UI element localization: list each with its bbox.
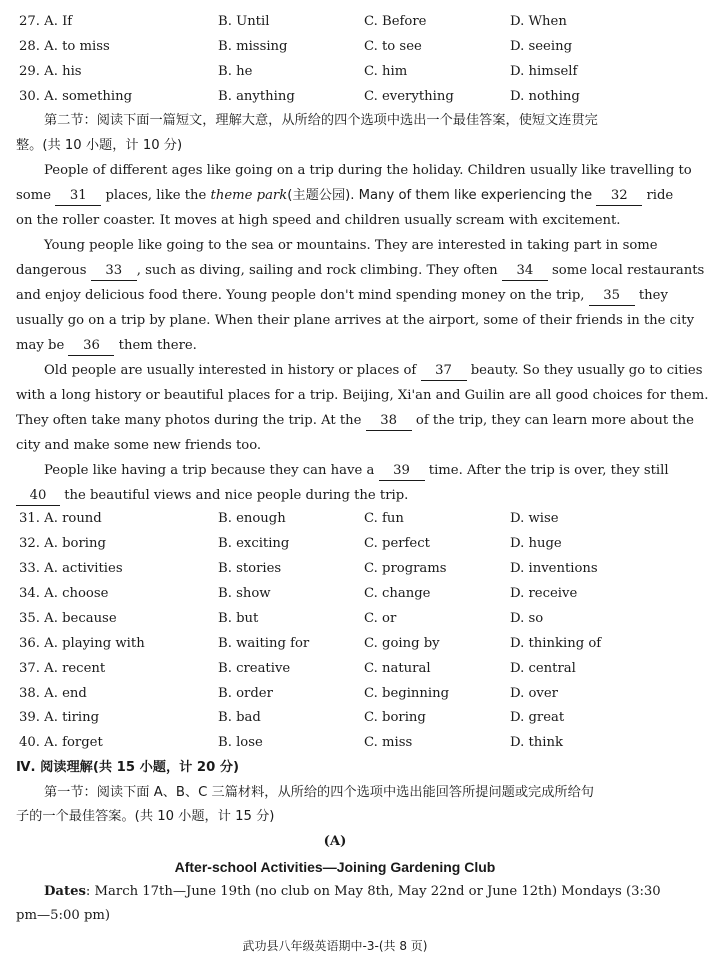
blank-39[interactable]: 39 [379, 462, 425, 481]
dates-line1: Dates: March 17th—June 19th (no club on May 8th, May 22nd or June 12th) Mondays (3:30 [44, 884, 661, 899]
passage-a-title: After-school Activities—Joining Gardening Club [174, 859, 496, 875]
part4-instruction-line2: 子的一个最佳答案。(共 10 小题，计 15 分) [16, 809, 275, 824]
option-b: B. anything [218, 89, 295, 104]
option-a: 28. A. to miss [19, 39, 110, 54]
option-row [0, 86, 670, 108]
option-c: C. or [364, 611, 397, 626]
option-d: D. nothing [510, 89, 580, 104]
option-c: C. perfect [364, 536, 430, 551]
blank-37[interactable]: 37 [421, 362, 467, 381]
option-row [0, 558, 670, 580]
passage-line: city and make some new friends too. [16, 438, 262, 453]
option-a: 30. A. something [19, 89, 133, 104]
passage-line: Old people are usually interested in history or places of 37 beauty. So they usually go to cities [44, 360, 702, 382]
option-b: B. enough [218, 511, 286, 526]
option-a: 31. A. round [19, 511, 102, 526]
option-b: B. waiting for [218, 636, 310, 651]
option-b: B. exciting [218, 536, 290, 551]
option-b: B. order [218, 686, 273, 701]
dates-label: Dates [44, 884, 86, 899]
option-d: D. inventions [510, 561, 598, 576]
part4-instruction-line1: 第一节：阅读下面 A、B、C 三篇材料，从所给的四个选项中选出能回答所提问题或完成所给句 [44, 785, 594, 800]
option-c: C. him [364, 64, 408, 79]
option-a: 27. A. If [19, 14, 73, 29]
blank-38[interactable]: 38 [366, 412, 412, 431]
option-d: D. When [510, 14, 567, 29]
option-c: C. natural [364, 661, 431, 676]
option-a: 40. A. forget [19, 735, 103, 750]
option-row [0, 583, 670, 605]
option-c: C. everything [364, 89, 454, 104]
option-a: 38. A. end [19, 686, 87, 701]
blank-40[interactable]: 40 [16, 487, 60, 506]
option-d: D. huge [510, 536, 562, 551]
option-c: C. boring [364, 710, 426, 725]
passage-line: They often take many photos during the trip. At the 38 of the trip, they can learn more about the [16, 410, 694, 432]
option-b: B. Until [218, 14, 270, 29]
option-row [0, 36, 670, 58]
option-c: C. going by [364, 636, 440, 651]
passage-line: 40 the beautiful views and nice people during the trip. [16, 485, 408, 507]
passage-line: on the roller coaster. It moves at high speed and children usually scream with excitement. [16, 213, 621, 228]
option-a: 32. A. boring [19, 536, 106, 551]
option-b: B. missing [218, 39, 288, 54]
option-row [0, 707, 670, 729]
blank-31[interactable]: 31 [55, 187, 101, 206]
option-row [0, 732, 670, 754]
option-c: C. fun [364, 511, 404, 526]
option-b: B. bad [218, 710, 261, 725]
option-a: 34. A. choose [19, 586, 109, 601]
passage-line: People like having a trip because they can have a 39 time. After the trip is over, they still [44, 460, 669, 482]
passage-a-label: (A) [323, 834, 347, 849]
option-d: D. central [510, 661, 576, 676]
option-d: D. wise [510, 511, 559, 526]
option-row [0, 61, 670, 83]
option-c: C. to see [364, 39, 422, 54]
option-d: D. receive [510, 586, 578, 601]
section2-instruction-line2: 整。(共 10 小题，计 10 分) [16, 138, 183, 153]
option-b: B. but [218, 611, 259, 626]
passage-line: may be 36 them there. [16, 335, 197, 357]
part4-heading: Ⅳ. 阅读理解(共 15 小题，计 20 分) [16, 760, 240, 775]
option-c: C. programs [364, 561, 447, 576]
option-row [0, 608, 670, 630]
option-d: D. thinking of [510, 636, 602, 651]
option-d: D. great [510, 710, 565, 725]
option-c: C. Before [364, 14, 427, 29]
option-d: D. seeing [510, 39, 573, 54]
passage-line: dangerous 33 , such as diving, sailing and rock climbing. They often 34 some local restaurants [16, 260, 704, 282]
option-a: 33. A. activities [19, 561, 123, 576]
page-footer: 武功县八年级英语期中-3-(共 8 页) [242, 939, 428, 953]
option-b: B. creative [218, 661, 291, 676]
option-c: C. beginning [364, 686, 450, 701]
option-row [0, 533, 670, 555]
passage-line: usually go on a trip by plane. When their plane arrives at the airport, some of their friends in the city [16, 313, 695, 328]
option-c: C. miss [364, 735, 413, 750]
option-d: D. himself [510, 64, 578, 79]
option-d: D. so [510, 611, 544, 626]
blank-32[interactable]: 32 [596, 187, 642, 206]
blank-33[interactable]: 33 [91, 262, 137, 281]
option-a: 29. A. his [19, 64, 82, 79]
option-d: D. over [510, 686, 558, 701]
option-a: 35. A. because [19, 611, 117, 626]
passage-line: People of different ages like going on a trip during the holiday. Children usually like travelling to [44, 163, 692, 178]
passage-line: some 31 places, like the theme park(主题公园). Many of them like experiencing the 32 ride [16, 185, 673, 207]
option-row [0, 658, 670, 680]
dates-line2: pm—5:00 pm) [16, 908, 111, 923]
option-row [0, 508, 670, 530]
passage-line: with a long history or beautiful places for a trip. Beijing, Xi'an and Guilin are all good choices for them. [16, 388, 708, 403]
option-a: 36. A. playing with [19, 636, 145, 651]
blank-35[interactable]: 35 [589, 287, 635, 306]
blank-36[interactable]: 36 [68, 337, 114, 356]
option-row [0, 11, 670, 33]
option-b: B. stories [218, 561, 282, 576]
option-row [0, 683, 670, 705]
passage-line: Young people like going to the sea or mountains. They are interested in taking part in some [44, 238, 658, 253]
option-a: 39. A. tiring [19, 710, 100, 725]
option-b: B. lose [218, 735, 263, 750]
section2-instruction-line1: 第二节：阅读下面一篇短文，理解大意，从所给的四个选项中选出一个最佳答案，使短文连贯完 [44, 113, 598, 128]
option-row [0, 633, 670, 655]
blank-34[interactable]: 34 [502, 262, 548, 281]
option-b: B. he [218, 64, 253, 79]
passage-line: and enjoy delicious food there. Young people don't mind spending money on the trip, 35 they [16, 285, 668, 307]
option-b: B. show [218, 586, 271, 601]
option-d: D. think [510, 735, 563, 750]
option-a: 37. A. recent [19, 661, 106, 676]
option-c: C. change [364, 586, 431, 601]
